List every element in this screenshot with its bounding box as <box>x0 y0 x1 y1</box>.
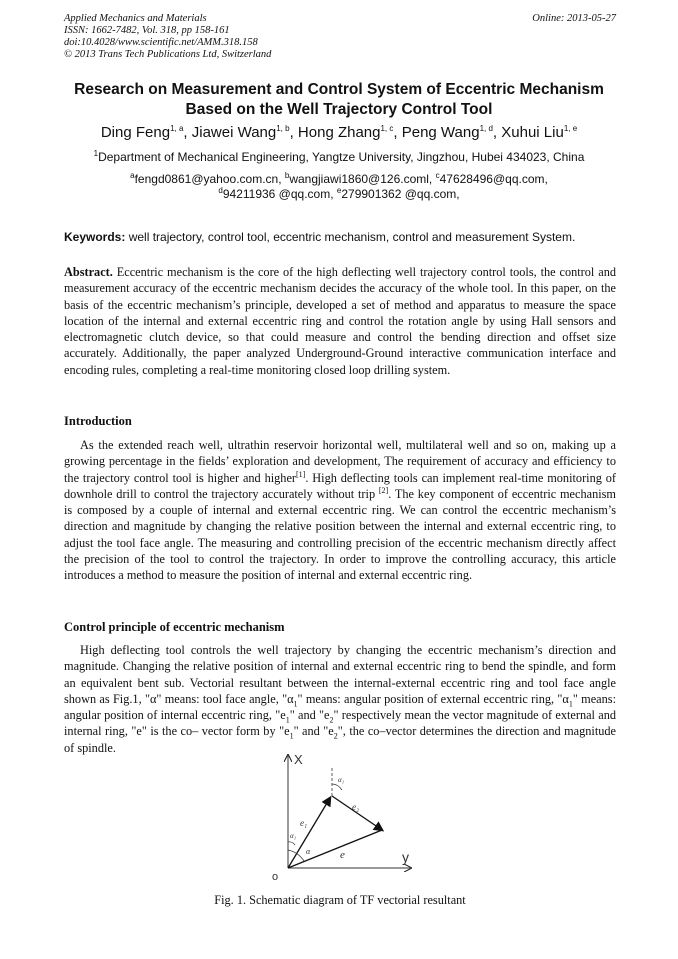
author-sup: 1, d <box>479 124 493 133</box>
label-alpha1: α₁ <box>290 832 297 840</box>
email-sup: c <box>435 171 440 180</box>
email-sup: a <box>130 171 135 180</box>
subscript: 1 <box>285 715 290 725</box>
abstract-label: Abstract. <box>64 265 113 279</box>
issn: ISSN: 1662-7482, Vol. 318, pp 158-161 <box>64 25 230 36</box>
keywords-label: Keywords: <box>64 230 126 244</box>
label-alpha1-top: α₁ <box>338 776 345 784</box>
author-name: Xuhui Liu <box>501 124 564 141</box>
copyright: © 2013 Trans Tech Publications Ltd, Switzerland <box>64 49 272 60</box>
online-date: Online: 2013-05-27 <box>532 13 616 24</box>
label-e2: e₂ <box>352 802 360 812</box>
author-sup: 1, e <box>563 124 578 133</box>
affiliation <box>20 150 658 165</box>
citation-ref: [1] <box>296 469 306 479</box>
paper-title <box>40 80 638 120</box>
email-list <box>20 172 658 202</box>
journal-name: Applied Mechanics and Materials <box>64 13 207 24</box>
citation-ref: [2] <box>378 485 389 495</box>
author-sup: 1, a <box>170 124 184 133</box>
label-alpha: α <box>306 847 311 856</box>
figure-caption: Fig. 1. Schematic diagram of TF vectorial resultant <box>214 893 466 907</box>
author-name: Jiawei Wang <box>191 124 277 141</box>
vector-e <box>288 830 382 868</box>
title-line-1: Research on Measurement and Control System of Eccentric Mechanism <box>74 81 604 98</box>
angle-arc-alpha1-top <box>332 784 342 790</box>
control-paragraph <box>64 642 616 756</box>
affiliation-sup: 1 <box>93 149 99 158</box>
author-name: Hong Zhang <box>297 124 381 141</box>
subscript: 2 <box>333 731 338 741</box>
email-a: fengd0861@yahoo.com.cn, <box>134 172 285 186</box>
introduction-paragraph <box>64 437 616 584</box>
author-name: Ding Feng <box>100 124 171 141</box>
abstract-text: Eccentric mechanism is the core of the high deflecting well trajectory control tools, the control and measurement accuracy of the eccentric mechanism decides the accuracy of the whole tool. In this paper, on the basis of the eccentric mechanism’s principle, developed a set of method and apparatus to measure the space location of the internal and external eccentric ring and control the rotation angle by using Hall sensors and electromagnetic clutch device, so that could measure and control the bending direction and offset size accurately. Additionally, the paper analyzed Underground-Ground interactive communication interface and encoding rules, completing a real-time monitoring closed loop drilling system. <box>64 265 616 377</box>
running-header <box>64 13 616 61</box>
control-text: ", the co–vector determines the direction and magnitude of spindle. <box>64 724 616 755</box>
abstract <box>64 264 616 378</box>
label-e: e <box>340 849 345 861</box>
control-text: " and "e <box>289 708 330 723</box>
title-line-2: Based on the Well Trajectory Control Tool <box>185 101 493 118</box>
subscript: 1 <box>289 731 294 741</box>
author-sup: 1, b <box>276 124 290 133</box>
subscript: 1 <box>568 699 573 709</box>
affiliation-text: Department of Mechanical Engineering, Yangtze University, Jingzhou, Hubei 434023, China <box>98 150 585 164</box>
section-heading-introduction: Introduction <box>64 414 132 428</box>
email-d: 94211936 @qq.com, <box>222 187 337 201</box>
intro-text-2: . High deflecting tools can implement real-time monitoring of downhole drill to control the trajectory accurately without trip <box>64 470 616 501</box>
control-text: " respectively mean the vector magnitude of external and internal ring, "e" is the co– vector form by "e <box>64 708 617 739</box>
intro-text-1: As the extended reach well, ultrathin reservoir horizontal well, multilateral well and so on, making up a growing percentage in the fields’ exploration and development, The requirement of accuracy and efficiency to the trajectory control tool is higher and higher <box>64 438 616 485</box>
email-sup: e <box>336 186 342 195</box>
subscript: 1 <box>293 699 298 709</box>
figure-vector-diagram <box>260 750 420 890</box>
intro-text-3: . The key component of eccentric mechanism is composed by a couple of internal and external eccentric ring. We can control the eccentric mechanism’s direction and magnitude by changing the relative position between the internal and external eccentric ring, to adjust the tool face angle. The measuring and controlling precision of the eccentric mechanism directly affect the precision of the tool to control the trajectory. In order to improve the controlling accuracy, this article introduces a method to measure the position of internal and external eccentric ring. <box>64 486 616 583</box>
label-x: X <box>294 752 303 767</box>
author-name: Peng Wang <box>401 124 480 141</box>
control-text: " means: angular position of internal eccentric ring, "e <box>64 691 616 723</box>
email-b: wangjiawi1860@126.coml, <box>289 172 436 186</box>
author-sup: 1, c <box>380 124 394 133</box>
doi: doi:10.4028/www.scientific.net/AMM.318.158 <box>64 37 258 48</box>
author-list: Ding Feng$^{1, a}$, Jiawei Wang$^{1, b}$, Hong Zhang$^{1, c}$, Peng Wang$^{1, d}$, Xuhui Liu$^{1, e}$ <box>100 124 578 141</box>
control-text: " and "e <box>293 724 334 739</box>
keywords-text: well trajectory, control tool, eccentric mechanism, control and measurement System. <box>125 230 576 244</box>
email-e: 279901362 @qq.com, <box>341 187 460 201</box>
control-text: High deflecting tool controls the well trajectory by changing the eccentric mechanism’s direction and magnitude. Changing the relative position of internal and external eccentric ring to bend the spindle, and form an equivalent bent sub. Vectorial resultant between the internal-external eccentric ring and tool face angle shown as Fig.1, "α" means: tool face angle, "α <box>64 643 616 706</box>
keywords <box>64 230 616 245</box>
label-origin: o <box>272 871 279 883</box>
label-e1: e₁ <box>300 818 308 828</box>
email-c: 47628496@qq.com, <box>439 172 548 186</box>
label-y: y <box>402 849 409 865</box>
section-heading-control-principle: Control principle of eccentric mechanism <box>64 620 285 634</box>
email-sup: b <box>284 171 290 180</box>
subscript: 2 <box>329 715 334 725</box>
control-text: " means: angular position of external eccentric ring, "α <box>297 691 569 706</box>
email-sup: d <box>218 186 223 195</box>
angle-arc-alpha1 <box>288 842 295 845</box>
